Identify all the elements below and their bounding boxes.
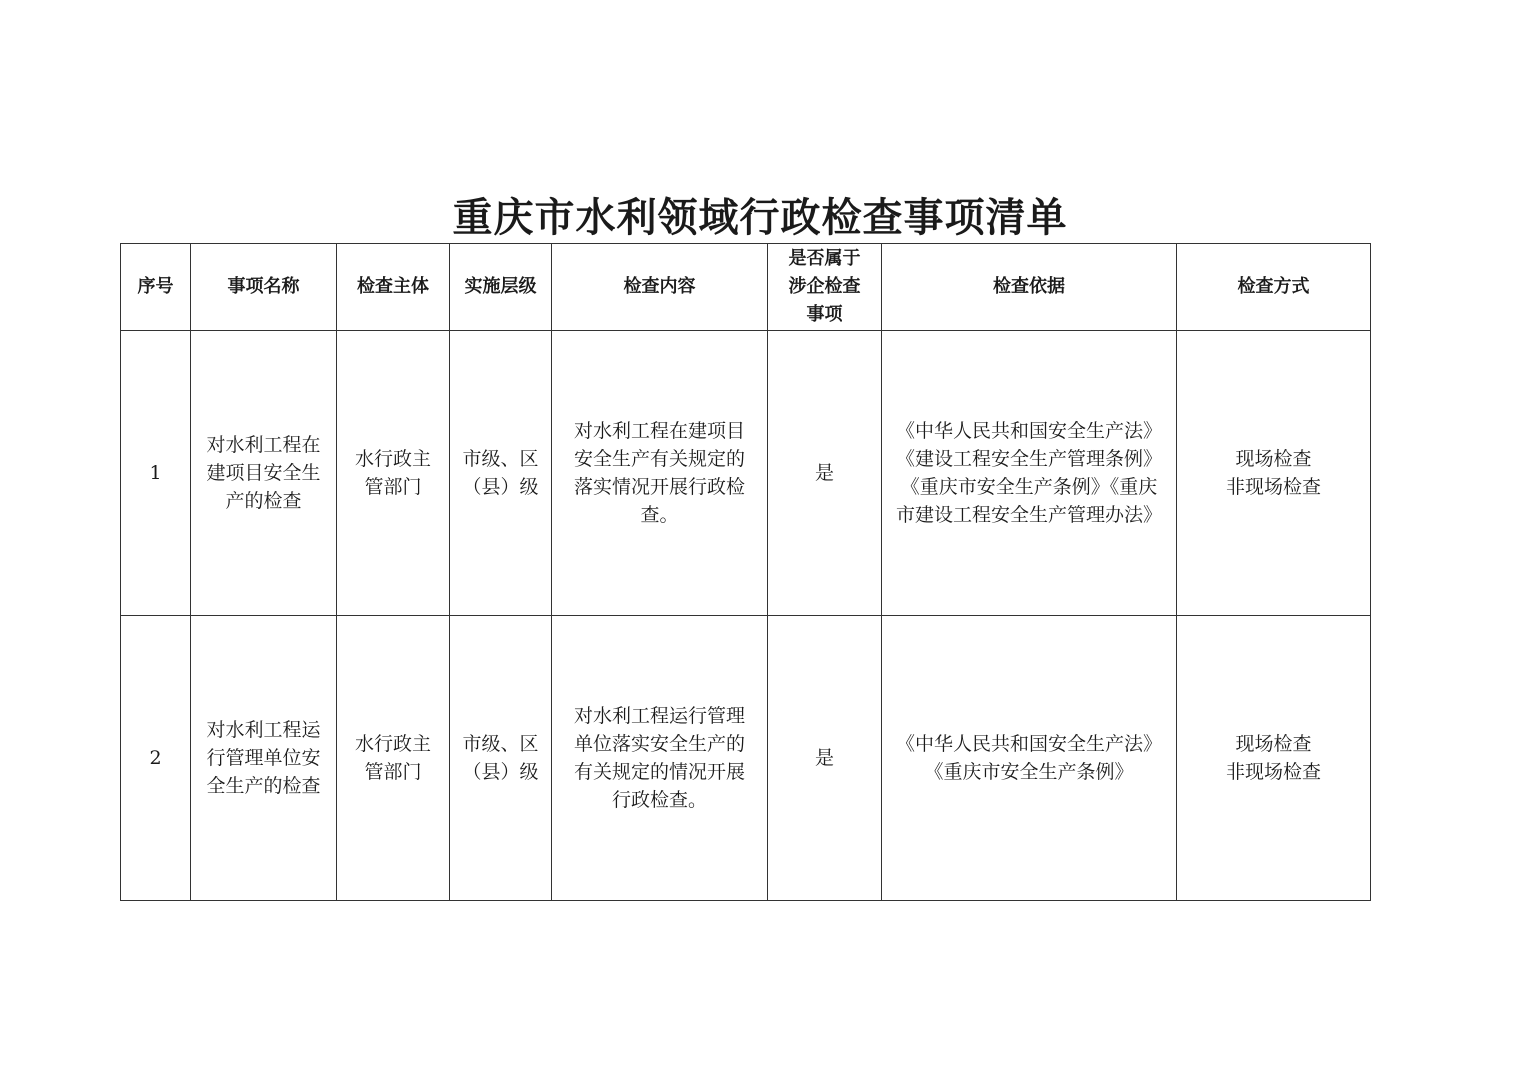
header-content: 检查内容 (552, 244, 768, 331)
cell-subject (337, 616, 450, 901)
header-enterprise-line: 是否属于 (788, 248, 861, 269)
cell-line: 建项目安全生 (206, 462, 321, 484)
table-row (121, 616, 1371, 901)
header-basis: 检查依据 (882, 244, 1177, 331)
cell-subject (337, 331, 450, 616)
cell-line: 行管理单位安 (206, 747, 321, 769)
cell-line: 对水利工程在建项目 (573, 420, 745, 442)
header-enterprise (768, 244, 882, 331)
cell-line: 产的检查 (225, 490, 302, 512)
cell-line: 水行政主 (354, 448, 431, 470)
header-level: 实施层级 (450, 244, 552, 331)
cell-level (450, 616, 552, 901)
cell-line: 《中华人民共和国安全生产法》 (895, 420, 1162, 442)
header-item-name: 事项名称 (191, 244, 337, 331)
cell-line: 现场检查 (1235, 733, 1312, 755)
cell-content (552, 331, 768, 616)
cell-line: 《重庆市安全生产条例》 (924, 761, 1134, 783)
inspection-items-table (120, 243, 1371, 901)
cell-line: 单位落实安全生产的 (573, 733, 745, 755)
cell-line: 《建设工程安全生产管理条例》 (895, 448, 1162, 470)
cell-seq: 1 (121, 331, 191, 616)
cell-line: 全生产的检查 (206, 775, 321, 797)
cell-line: （县）级 (462, 476, 539, 498)
cell-line: 市级、区 (462, 733, 539, 755)
header-enterprise-line: 事项 (806, 304, 843, 325)
cell-line: 管部门 (364, 761, 422, 783)
document-title: 重庆市水利领域行政检查事项清单 (452, 194, 1068, 241)
cell-method (1177, 331, 1371, 616)
cell-line: 行政检查。 (611, 789, 707, 811)
cell-content (552, 616, 768, 901)
cell-line: 对水利工程运行管理 (573, 705, 745, 727)
cell-line: （县）级 (462, 761, 539, 783)
cell-line: 《中华人民共和国安全生产法》 (895, 733, 1162, 755)
cell-line: 安全生产有关规定的 (573, 448, 745, 470)
header-method: 检查方式 (1177, 244, 1371, 331)
cell-line: 《重庆市安全生产条例》《重庆 (900, 476, 1158, 498)
cell-line: 对水利工程运 (206, 719, 321, 741)
header-subject: 检查主体 (337, 244, 450, 331)
cell-item-name (191, 331, 337, 616)
cell-line: 现场检查 (1235, 448, 1312, 470)
table-row (121, 331, 1371, 616)
cell-line: 查。 (640, 504, 679, 526)
cell-line: 市级、区 (462, 448, 539, 470)
cell-line: 非现场检查 (1225, 761, 1321, 783)
cell-basis (882, 616, 1177, 901)
cell-line: 有关规定的情况开展 (573, 761, 745, 783)
cell-line: 落实情况开展行政检 (573, 476, 745, 498)
cell-enterprise: 是 (768, 616, 882, 901)
cell-basis (882, 331, 1177, 616)
cell-line: 水行政主 (354, 733, 431, 755)
cell-line: 管部门 (364, 476, 422, 498)
cell-method (1177, 616, 1371, 901)
cell-level (450, 331, 552, 616)
header-seq: 序号 (121, 244, 191, 331)
cell-enterprise: 是 (768, 331, 882, 616)
header-enterprise-line: 涉企检查 (788, 276, 861, 297)
table-header-row (121, 244, 1371, 331)
cell-seq: 2 (121, 616, 191, 901)
cell-line: 市建设工程安全生产管理办法》 (895, 504, 1162, 526)
cell-line: 对水利工程在 (206, 434, 321, 456)
cell-item-name (191, 616, 337, 901)
cell-line: 非现场检查 (1225, 476, 1321, 498)
